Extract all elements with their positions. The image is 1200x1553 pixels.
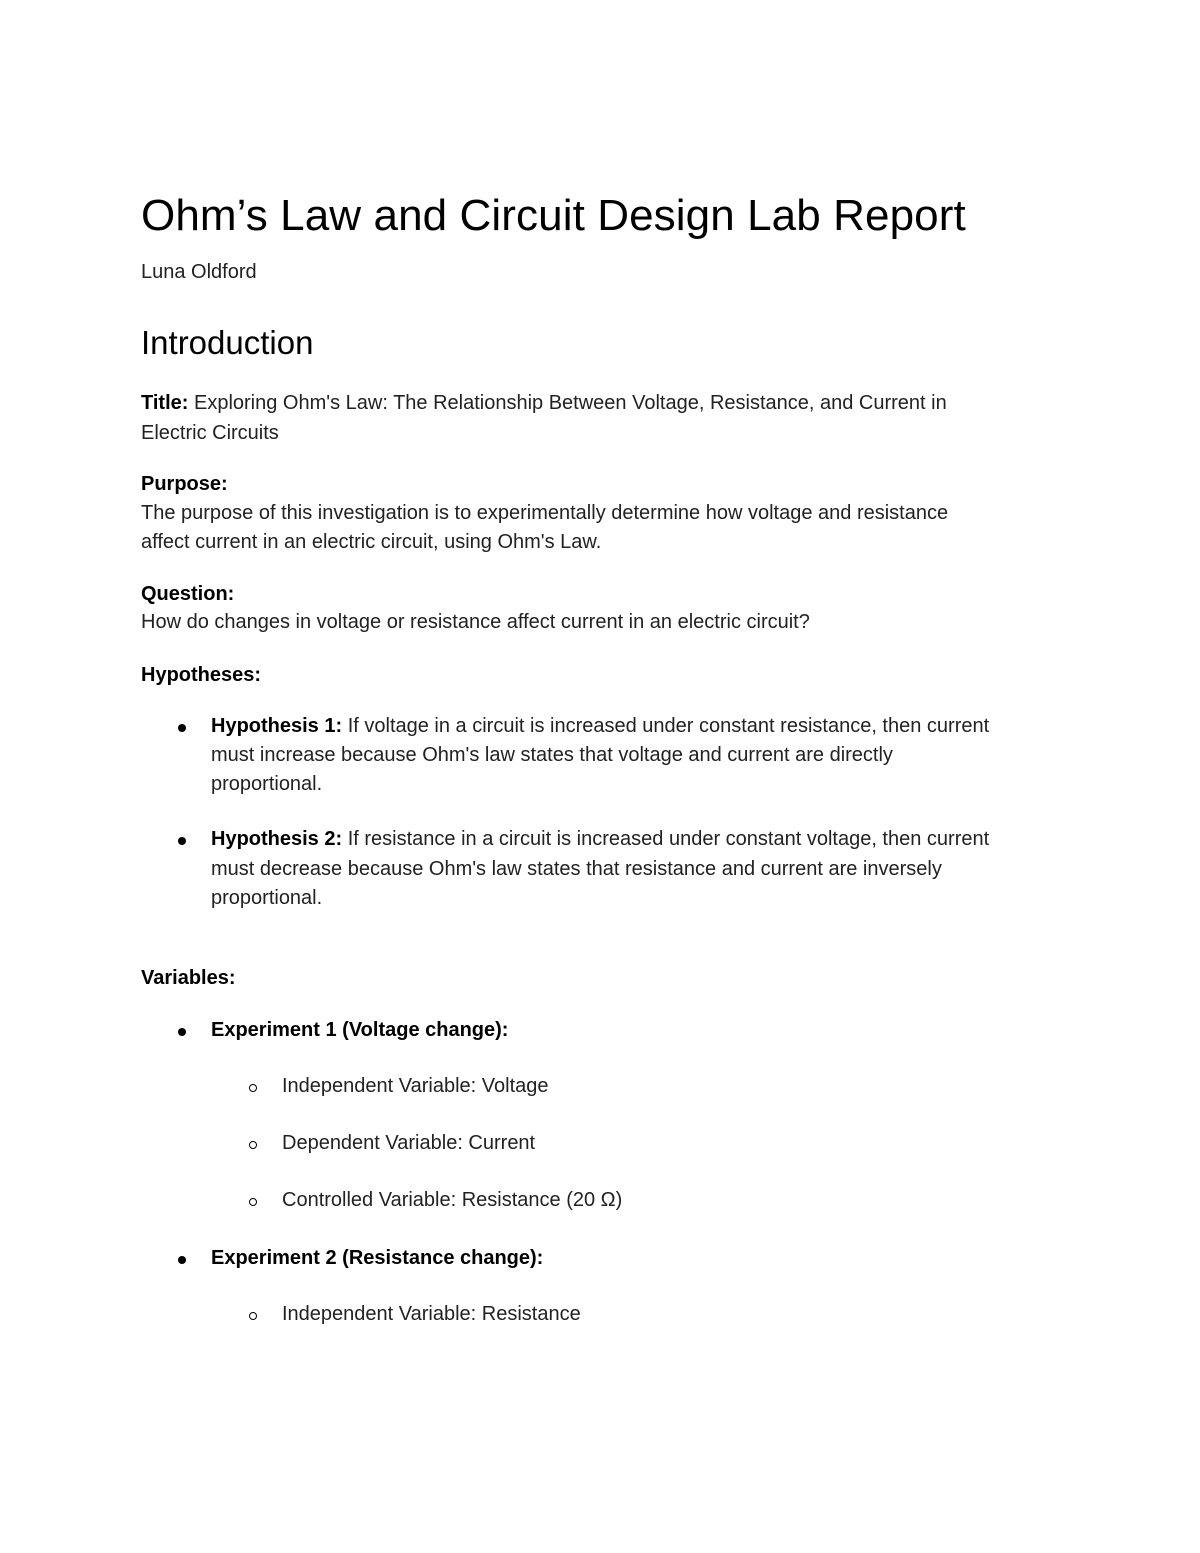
hypothesis-2-line3: proportional.: [211, 887, 323, 909]
experiment-1-item: Controlled Variable: Resistance (20 Ω): [282, 1189, 623, 1211]
hypothesis-2-text: If resistance in a circuit is increased under constant voltage, then current: [342, 828, 990, 850]
experiment-1-item: Independent Variable: Voltage: [282, 1075, 549, 1097]
title-text-line1: Exploring Ohm's Law: The Relationship Between Voltage, Resistance, and Current in: [188, 392, 947, 414]
section-heading-introduction: Introduction: [141, 324, 314, 361]
title-label: Title:: [141, 392, 189, 414]
hypothesis-1-label: Hypothesis 1:: [211, 715, 343, 737]
experiment-2-item: Independent Variable: Resistance: [282, 1303, 581, 1325]
question-label: Question:: [141, 583, 235, 605]
bullet-circle-icon: [249, 1312, 257, 1320]
experiment-1-label: Experiment 1 (Voltage change):: [211, 1019, 509, 1041]
hypothesis-2-label: Hypothesis 2:: [211, 828, 343, 850]
hypothesis-2-line2: must decrease because Ohm's law states that resistance and current are inversely: [211, 858, 942, 880]
purpose-label: Purpose:: [141, 473, 228, 495]
hypothesis-1-line1: [211, 712, 989, 741]
question-text: How do changes in voltage or resistance affect current in an electric circuit?: [141, 611, 810, 633]
bullet-circle-icon: [249, 1198, 257, 1206]
bullet-dot-icon: [178, 724, 186, 732]
bullet-circle-icon: [249, 1084, 257, 1092]
experiment-2-label: Experiment 2 (Resistance change):: [211, 1247, 544, 1269]
experiment-1-item: Dependent Variable: Current: [282, 1132, 536, 1154]
hypothesis-1-line2: must increase because Ohm's law states that voltage and current are directly: [211, 744, 893, 766]
hypothesis-1-text: If voltage in a circuit is increased under constant resistance, then current: [342, 715, 990, 737]
bullet-dot-icon: [178, 1256, 186, 1264]
title-paragraph: [141, 389, 947, 418]
purpose-text-line2: affect current in an electric circuit, using Ohm's Law.: [141, 531, 602, 553]
variables-label: Variables:: [141, 967, 236, 989]
purpose-text-line1: The purpose of this investigation is to experimentally determine how voltage and resistance: [141, 502, 949, 524]
bullet-dot-icon: [178, 837, 186, 845]
hypothesis-2-line1: [211, 825, 989, 854]
hypotheses-label: Hypotheses:: [141, 664, 262, 686]
bullet-circle-icon: [249, 1141, 257, 1149]
hypothesis-1-line3: proportional.: [211, 773, 323, 795]
bullet-dot-icon: [178, 1028, 186, 1036]
author-name: Luna Oldford: [141, 261, 257, 283]
document-title: Ohm’s Law and Circuit Design Lab Report: [141, 191, 966, 240]
title-text-line2: Electric Circuits: [141, 422, 279, 444]
